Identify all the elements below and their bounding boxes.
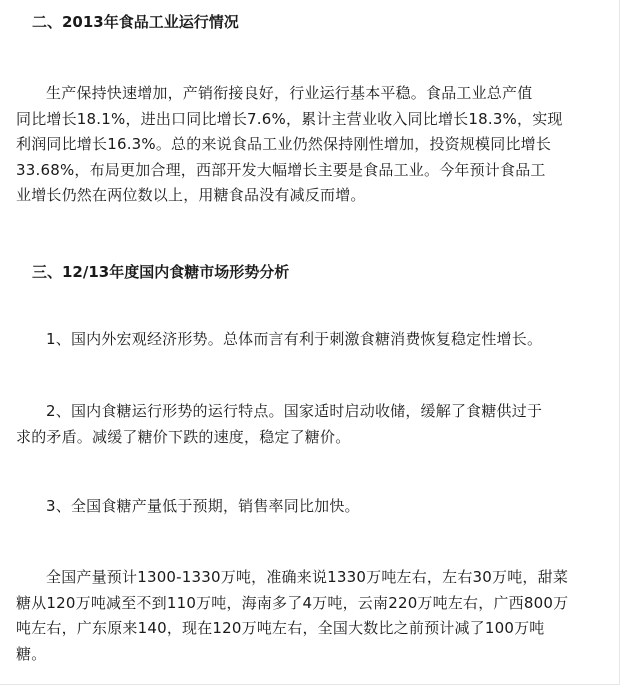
paragraph-item-3 (16, 494, 606, 520)
text-line: 业增长仍然在两位数以上，用糖食品没有减反而增。 (16, 186, 366, 204)
text-line: 吨左右，广东原来140，现在120万吨左右，全国大数比之前预计减了100万吨 (16, 619, 545, 637)
text-line: 1、国内外宏观经济形势。总体而言有利于刺激食糖消费恢复稳定性增长。 (46, 330, 543, 348)
text-line: 2、国内食糖运行形势的运行特点。国家适时启动收储，缓解了食糖供过于 (46, 402, 543, 420)
paragraph-item-1 (16, 327, 606, 353)
text-line: 同比增长18.1%，进出口同比增长7.6%，累计主营业收入同比增长18.3%，实现 (16, 109, 563, 128)
section-heading-food-industry: 二、2013年食品工业运行情况 (32, 13, 239, 31)
text-line: 利润同比增长16.3%。总的来说食品工业仍然保持刚性增加，投资规模同比增长 (16, 135, 552, 153)
text-line: 33.68%，布局更加合理，西部开发大幅增长主要是食品工业。今年预计食品工 (16, 160, 546, 179)
text-line: 糖。 (16, 644, 47, 663)
paragraph-item-4 (16, 565, 606, 667)
text-line: 全国产量预计1300-1330万吨，准确来说1330万吨左右，左右30万吨，甜菜 (46, 568, 569, 586)
paragraph-item-2 (16, 399, 606, 450)
text-line: 3、全国食糖产量低于预期，销售率同比加快。 (46, 497, 360, 515)
text-line: 求的矛盾。减缓了糖价下跌的速度，稳定了糖价。 (16, 427, 351, 446)
text-line: 糖从120万吨减至不到110万吨，海南多了4万吨，云南220万吨左右，广西800万 (16, 593, 569, 612)
paragraph-food-industry (16, 81, 606, 209)
text-line: 生产保持快速增加，产销衔接良好，行业运行基本平稳。食品工业总产值 (46, 84, 533, 102)
section-heading-sugar-market: 三、12/13年度国内食糖市场形势分析 (32, 263, 290, 281)
